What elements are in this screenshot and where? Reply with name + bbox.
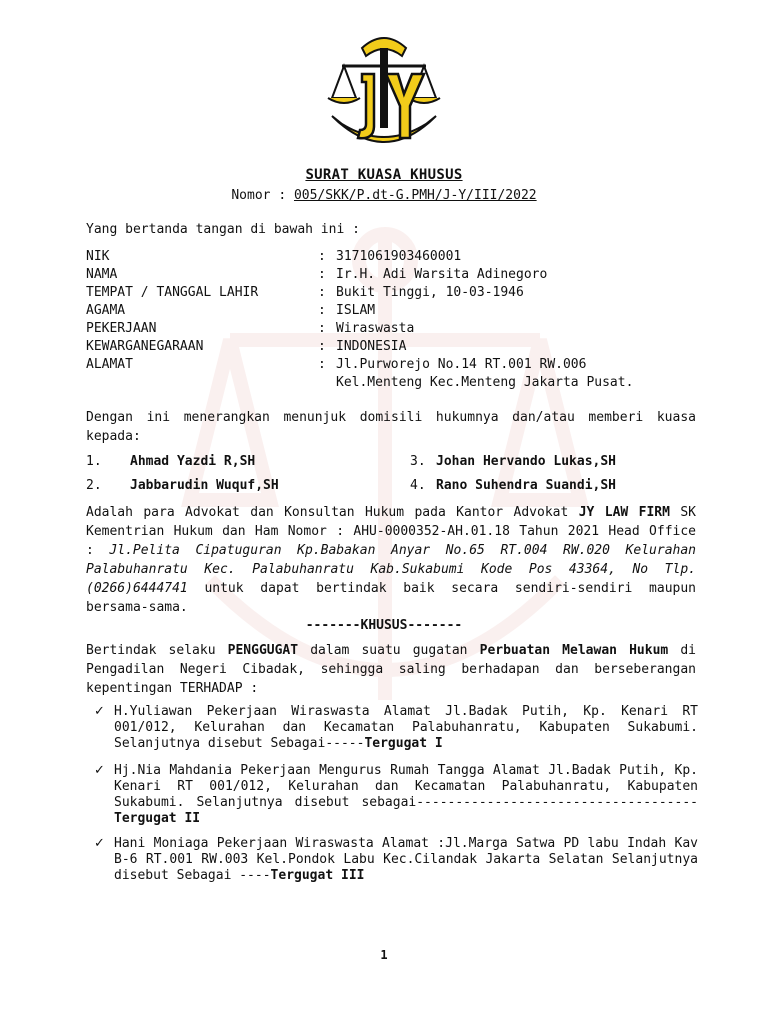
identity-row: PEKERJAAN : Wiraswasta (86, 321, 415, 336)
lawyer-item: 1. Ahmad Yazdi R,SH (86, 454, 256, 469)
lawyer-item: 4. Rano Suhendra Suandi,SH (410, 478, 617, 493)
document-number: Nomor : 005/SKK/P.dt-G.PMH/J-Y/III/2022 (231, 188, 537, 203)
checkmark-icon: ✓ (94, 704, 105, 719)
identity-row: AGAMA : ISLAM (86, 303, 376, 318)
page-number: 1 (380, 948, 388, 962)
lawyer-item: 2. Jabbarudin Wuquf,SH (86, 478, 279, 493)
lawyer-item: 3. Johan Hervando Lukas,SH (410, 454, 617, 469)
defendant-item: ✓ Hani Moniaga Pekerjaan Wiraswasta Alamat :Jl.Marga Satwa PD labu Indah Kav B-6 RT.001 RW.003 Kel.Pondok Labu Kec.Cilandak Jakarta Selatan Selanjutnya disebut Sebagai ----Tergugat III (94, 836, 698, 883)
intro-text: Yang bertanda tangan di bawah ini : (86, 222, 360, 237)
identity-table (86, 248, 633, 392)
identity-row: KEWARGANEGARAAN : INDONESIA (86, 339, 407, 354)
defendant-item: ✓ H.Yuliawan Pekerjaan Wiraswasta Alamat Jl.Badak Putih, Kp. Kenari RT 001/012, Kelurahan dan Kecamatan Palabuhanratu, Kabupaten Sukabumi. Selanjutnya disebut Sebagai-----Tergugat I (94, 704, 698, 751)
identity-row: ALAMAT : Jl.Purworejo No.14 RT.001 RW.006 Kel.Menteng Kec.Menteng Jakarta Pusat. (86, 357, 634, 390)
identity-row: NIK : 3171061903460001 (86, 249, 462, 264)
firm-paragraph: Adalah para Advokat dan Konsultan Hukum pada Kantor Advokat JY LAW FIRM SK Kementrian Hukum dan Ham Nomor : AHU-0000352-AH.01.18 Tahun 2021 Head Office : Jl.Pelita Cipatuguran Kp.Babakan Anyar No.65 RT.004 RW.020 Kelurahan Palabuhanratu Kec. Palabuhanratu Kab.Sukabumi Kode Pos 43364, No Tlp.(0266)6444741 untuk dapat bertindak baik secara sendiri-sendiri maupun bersama-sama. (86, 505, 697, 615)
defendant-item: ✓ Hj.Nia Mahdania Pekerjaan Mengurus Rumah Tangga Alamat Jl.Badak Putih, Kp. Kenari RT 001/012, Kelurahan dan Kecamatan Palabuhanratu, Kabupaten Sukabumi. Selanjutnya disebut sebagai------------------------------------Tergugat II (94, 763, 698, 826)
mandate-paragraph: Dengan ini menerangkan menunjuk domisili hukumnya dan/atau memberi kuasa kepada: (86, 410, 696, 444)
action-paragraph: Bertindak selaku PENGGUGAT dalam suatu gugatan Perbuatan Melawan Hukum di Pengadilan Negeri Cibadak, sehingga saling berhadapan dan berseberangan kepentingan TERHADAP : (86, 643, 696, 696)
checkmark-icon: ✓ (94, 763, 105, 778)
checkmark-icon: ✓ (94, 836, 105, 851)
identity-row: TEMPAT / TANGGAL LAHIR : Bukit Tinggi, 10-03-1946 (86, 285, 524, 300)
firm-logo (322, 28, 446, 160)
khusus-heading: -------KHUSUS------- (305, 618, 463, 633)
document-title: SURAT KUASA KHUSUS (305, 167, 463, 183)
identity-row: NAMA : Ir.H. Adi Warsita Adinegoro (86, 267, 548, 282)
